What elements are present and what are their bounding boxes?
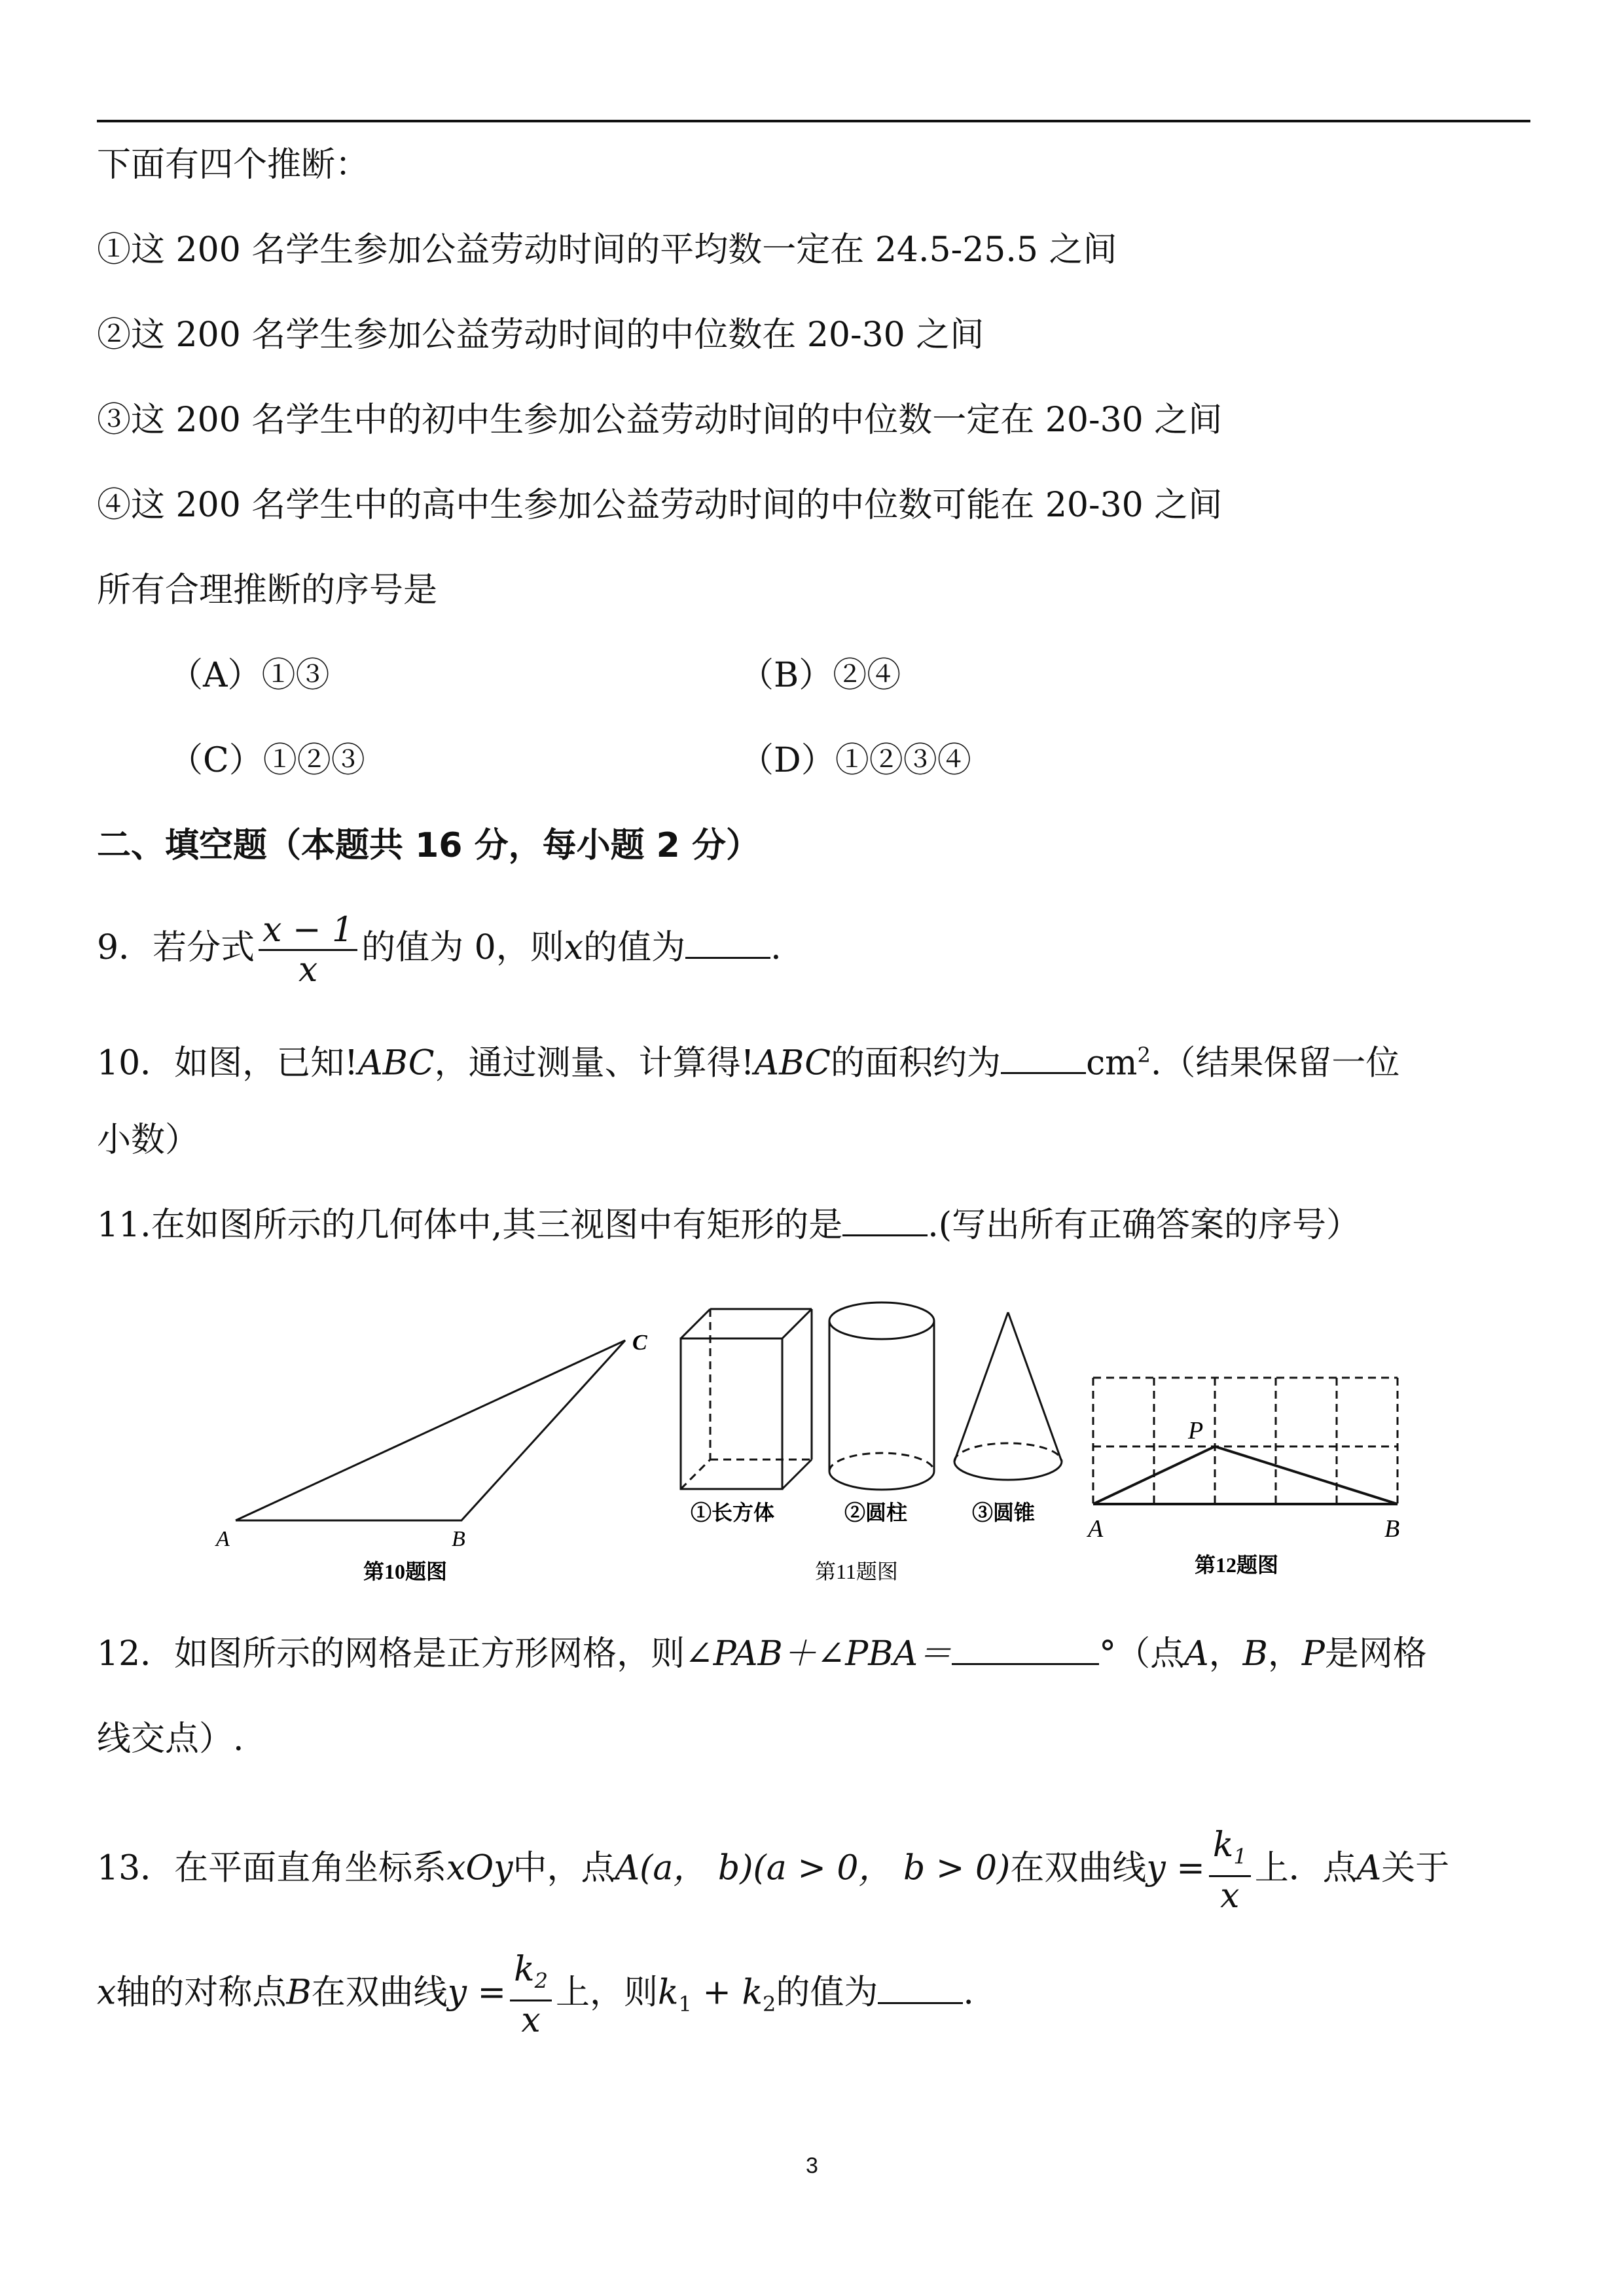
statement-1: ①这 200 名学生参加公益劳动时间的平均数一定在 24.5-25.5 之间 [97, 230, 1117, 270]
statement-2: ②这 200 名学生参加公益劳动时间的中位数在 20-30 之间 [97, 315, 984, 355]
figure-12 [1086, 1378, 1399, 1577]
fig12-label-p: P [1188, 1417, 1204, 1444]
q10-mid2: 的面积约为 [831, 1043, 1001, 1083]
q9-numerator: x − 1 [259, 911, 357, 951]
fig12-caption: 第12题图 [1195, 1553, 1279, 1577]
q13-point2: A [1356, 1848, 1382, 1888]
q10-mid: ，通过测量、计算得! [434, 1043, 755, 1083]
fig12-triangle [1093, 1446, 1398, 1504]
q9-end: . [770, 928, 782, 967]
fig11-solid3-label: ③圆锥 [972, 1501, 1036, 1524]
statement-3: ③这 200 名学生中的初中生参加公益劳动时间的中位数一定在 20-30 之间 [97, 401, 1223, 440]
q10-abc1: ABC [358, 1043, 435, 1083]
q13-mid2: 在双曲线 [1010, 1848, 1147, 1888]
q13-frac1-den: x [1220, 1876, 1240, 1916]
option-b: （B）②④ [740, 656, 901, 695]
q13-coords: (a， b) [640, 1848, 753, 1888]
q13-mid1: 中，点 [513, 1848, 615, 1888]
q10-abc2: ABC [754, 1043, 831, 1083]
fig12-grid [1093, 1378, 1398, 1504]
fig10-caption: 第10题图 [363, 1560, 448, 1583]
q12-line2: 线交点）. [97, 1719, 244, 1759]
fig12-label-a: A [1088, 1515, 1104, 1543]
option-a: （A）①③ [169, 656, 330, 695]
q13-l2-e: 的值为 [776, 1973, 878, 2013]
section-title: 二、填空题（本题共 16 分，每小题 2 分） [97, 826, 760, 865]
intro-text: 下面有四个推断： [97, 145, 370, 185]
q13-fraction2 [510, 1950, 552, 2039]
fig11-solid1-label: ①长方体 [691, 1501, 775, 1524]
figure-11 [681, 1302, 1062, 1490]
q13-fraction1 [1209, 1826, 1251, 1915]
q13-xoy: xOy [446, 1848, 513, 1888]
fig10-label-a: A [216, 1527, 230, 1551]
q11-text: 11.在如图所示的几何体中,其三视图中有矩形的是 [97, 1206, 843, 1245]
q11-suffix: .(写出所有正确答案的序号） [928, 1206, 1361, 1245]
q13-l2-b: B [286, 1973, 312, 2013]
q9-var: x [564, 928, 584, 967]
question-13 [97, 1826, 1449, 1915]
fig11-cylinder [829, 1302, 934, 1490]
fig11-solid2-label: ②圆柱 [844, 1501, 908, 1524]
q13-mid3: 上．点 [1254, 1848, 1357, 1888]
q13-k1-sub: 1 [1233, 1844, 1247, 1869]
question-prompt: 所有合理推断的序号是 [97, 571, 438, 610]
fig10-label-b: B [452, 1527, 465, 1551]
q13-plus: + [691, 1973, 742, 2013]
q13-line2 [97, 1950, 974, 2039]
fig11-cone [954, 1312, 1062, 1480]
q10-unit-sup: 2 [1137, 1043, 1151, 1067]
fig11-caption: 第11题图 [815, 1560, 898, 1583]
q9-mid: 的值为 0，则 [361, 928, 564, 967]
q13-answer-blank[interactable] [878, 1971, 963, 2004]
q13-end1: 关于 [1381, 1848, 1450, 1888]
fig10-label-c: C [632, 1331, 647, 1355]
q9-denominator: x [298, 950, 318, 990]
q9-suffix: 的值为 [583, 928, 686, 967]
question-12 [97, 1631, 1427, 1677]
option-c: （C）①②③ [169, 741, 365, 780]
page-number: 3 [806, 2153, 818, 2178]
q13-sum-k2-sub: 2 [762, 1992, 776, 2017]
q13-cond: (a > 0， b > 0) [753, 1848, 1011, 1888]
q10-line2: 小数） [97, 1121, 200, 1160]
q13-y-eq2: y = [447, 1973, 507, 2013]
q9-prefix: 9．若分式 [97, 928, 255, 967]
q12-answer-blank[interactable] [952, 1632, 1099, 1665]
q13-sum-k1-sub: 1 [678, 1992, 692, 2017]
q12-mid: °（点 [1099, 1634, 1185, 1674]
q13-k1: k [1212, 1825, 1234, 1865]
q12-suffix: 是网格 [1324, 1634, 1427, 1674]
q13-frac2-num [510, 1950, 552, 2001]
q10-suffix: .（结果保留一位 [1150, 1043, 1400, 1083]
q13-end: . [963, 1973, 974, 2013]
statement-4: ④这 200 名学生中的高中生参加公益劳动时间的中位数可能在 20-30 之间 [97, 486, 1223, 525]
q12-sep2: ， [1267, 1634, 1302, 1674]
q13-sum-k2: k [742, 1973, 763, 2013]
fig11-cuboid [681, 1309, 812, 1489]
q13-point: A [615, 1848, 640, 1888]
q13-sum-k1: k [657, 1973, 679, 2013]
q13-l2-d: 上，则 [555, 1973, 658, 2013]
q13-y-eq: y = [1146, 1848, 1205, 1888]
q13-l2-x: x [97, 1973, 117, 2013]
fig10-triangle [236, 1340, 625, 1520]
q10-prefix: 10．如图，已知! [97, 1043, 359, 1083]
fig12-label-b: B [1384, 1515, 1400, 1543]
q12-point-a: A [1184, 1634, 1209, 1674]
q13-l2-a: 轴的对称点 [116, 1973, 287, 2013]
q13-k2-sub: 2 [534, 1968, 548, 1994]
q13-prefix: 13．在平面直角坐标系 [97, 1848, 447, 1888]
q13-frac2-den: x [521, 2001, 541, 2041]
q12-prefix: 12．如图所示的网格是正方形网格，则 [97, 1634, 685, 1674]
q13-k2: k [514, 1950, 535, 1989]
q12-point-b: B [1242, 1634, 1268, 1674]
q12-sep1: ， [1208, 1634, 1243, 1674]
q10-unit: cm [1086, 1043, 1138, 1083]
q13-l2-c: 在双曲线 [311, 1973, 448, 2013]
q12-expr: ∠PAB＋∠PBA＝ [685, 1634, 952, 1674]
q13-frac1-num [1209, 1826, 1251, 1877]
fig11-labels [691, 1501, 1035, 1583]
option-d: （D）①②③④ [740, 741, 971, 780]
q12-point-p: P [1301, 1634, 1325, 1674]
figure-10 [215, 1331, 647, 1583]
